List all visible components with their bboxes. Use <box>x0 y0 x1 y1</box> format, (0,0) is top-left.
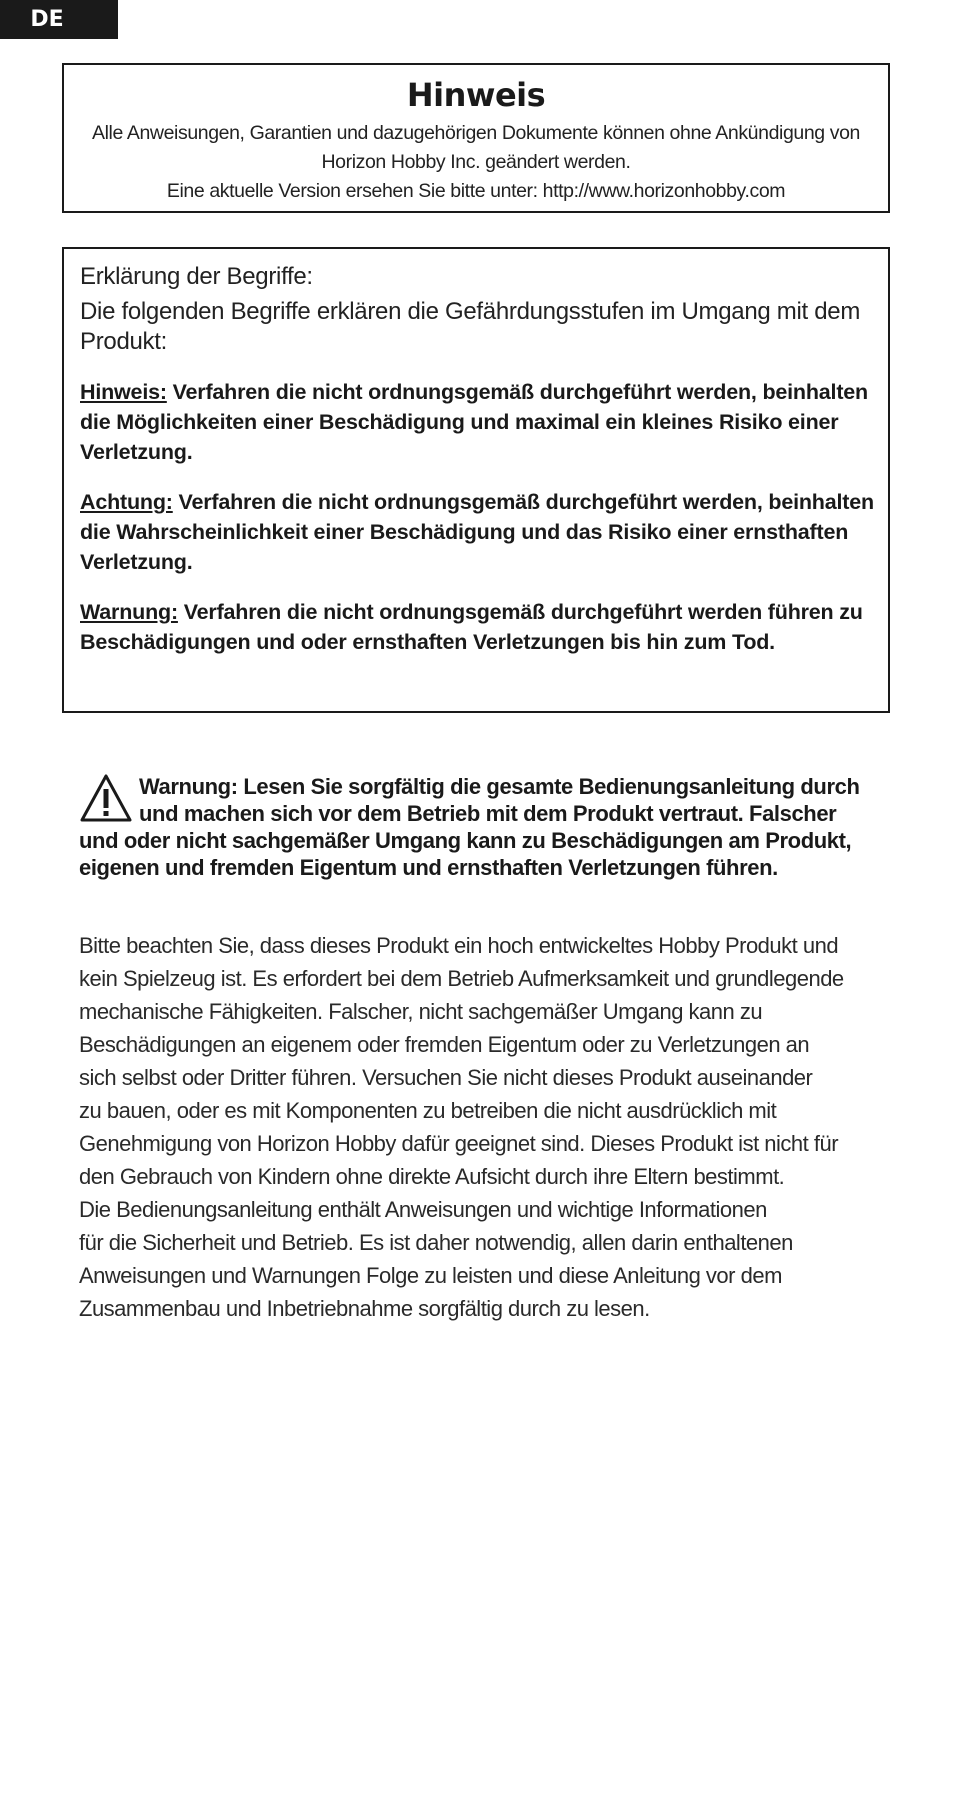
language-tab <box>0 0 118 39</box>
notice-text <box>64 119 888 206</box>
term-label: Warnung: <box>80 600 178 624</box>
warning-block <box>79 773 879 881</box>
notice-line: Horizon Hobby Inc. geändert werden. <box>321 151 631 173</box>
body-line: zu bauen, oder es mit Komponenten zu betreiben die nicht ausdrücklich mit <box>79 1098 777 1123</box>
term-achtung <box>80 487 874 577</box>
body-line: Anweisungen und Warnungen Folge zu leisten und diese Anleitung vor dem <box>79 1263 782 1288</box>
terms-heading: Erklärung der Begriffe: <box>80 263 313 290</box>
body-line: Zusammenbau und Inbetriebnahme sorgfältig durch zu lesen. <box>79 1296 650 1321</box>
body-line: für die Sicherheit und Betrieb. Es ist daher notwendig, allen darin enthaltenen <box>79 1230 793 1255</box>
terms-intro: Die folgenden Begriffe erklären die Gefährdungsstufen im Umgang mit dem Produkt: <box>80 298 861 355</box>
body-line: kein Spielzeug ist. Es erfordert bei dem Betrieb Aufmerksamkeit und grundlegende <box>79 966 844 991</box>
notice-box <box>62 63 890 213</box>
body-line: mechanische Fähigkeiten. Falscher, nicht sachgemäßer Umgang kann zu <box>79 999 763 1024</box>
warning-text: Warnung: Lesen Sie sorgfältig die gesamte Bedienungsanleitung durch und machen sich vor dem Betrieb mit dem Produkt vertraut. Falscher und oder nicht sachgemäßer Umgang kann zu Beschädigungen am Produkt, eigenen und fremden Eigentum und ernsthaften Verletzungen führen. <box>79 774 860 880</box>
body-line: den Gebrauch von Kindern ohne direkte Aufsicht durch ihre Eltern bestimmt. <box>79 1164 785 1189</box>
body-line: Genehmigung von Horizon Hobby dafür geeignet sind. Dieses Produkt ist nicht für <box>79 1131 839 1156</box>
term-label: Achtung: <box>80 490 173 514</box>
notice-line: Alle Anweisungen, Garantien und dazugehörigen Dokumente können ohne Ankündigung von <box>92 122 860 144</box>
term-label: Hinweis: <box>80 380 167 404</box>
warning-triangle-icon <box>79 773 133 825</box>
body-line: sich selbst oder Dritter führen. Versuchen Sie nicht dieses Produkt auseinander <box>79 1065 813 1090</box>
term-hinweis <box>80 377 874 467</box>
term-text: Verfahren die nicht ordnungsgemäß durchgeführt werden, beinhalten die Wahrscheinlichkeit einer Beschädigung und das Risiko einer ernsthaften Verletzung. <box>80 490 874 574</box>
term-text: Verfahren die nicht ordnungsgemäß durchgeführt werden, beinhalten die Möglichkeiten einer Beschädigung und maximal ein kleines Risiko einer Verletzung. <box>80 380 868 464</box>
terms-box <box>62 247 890 713</box>
body-line: Die Bedienungsanleitung enthält Anweisungen und wichtige Informationen <box>79 1197 767 1222</box>
notice-title: Hinweis <box>406 76 546 114</box>
body-paragraph <box>79 929 879 1325</box>
term-warnung <box>80 597 874 657</box>
notice-line: Eine aktuelle Version ersehen Sie bitte unter: http://www.horizonhobby.com <box>166 180 786 202</box>
term-text: Verfahren die nicht ordnungsgemäß durchgeführt werden führen zu Beschädigungen und oder ernsthaften Verletzungen bis hin zum Tod. <box>80 600 863 654</box>
body-line: Beschädigungen an eigenem oder fremden Eigentum oder zu Verletzungen an <box>79 1032 810 1057</box>
body-line: Bitte beachten Sie, dass dieses Produkt ein hoch entwickeltes Hobby Produkt und <box>79 933 839 958</box>
language-label: DE <box>30 7 64 32</box>
warning-paragraph <box>79 773 879 881</box>
